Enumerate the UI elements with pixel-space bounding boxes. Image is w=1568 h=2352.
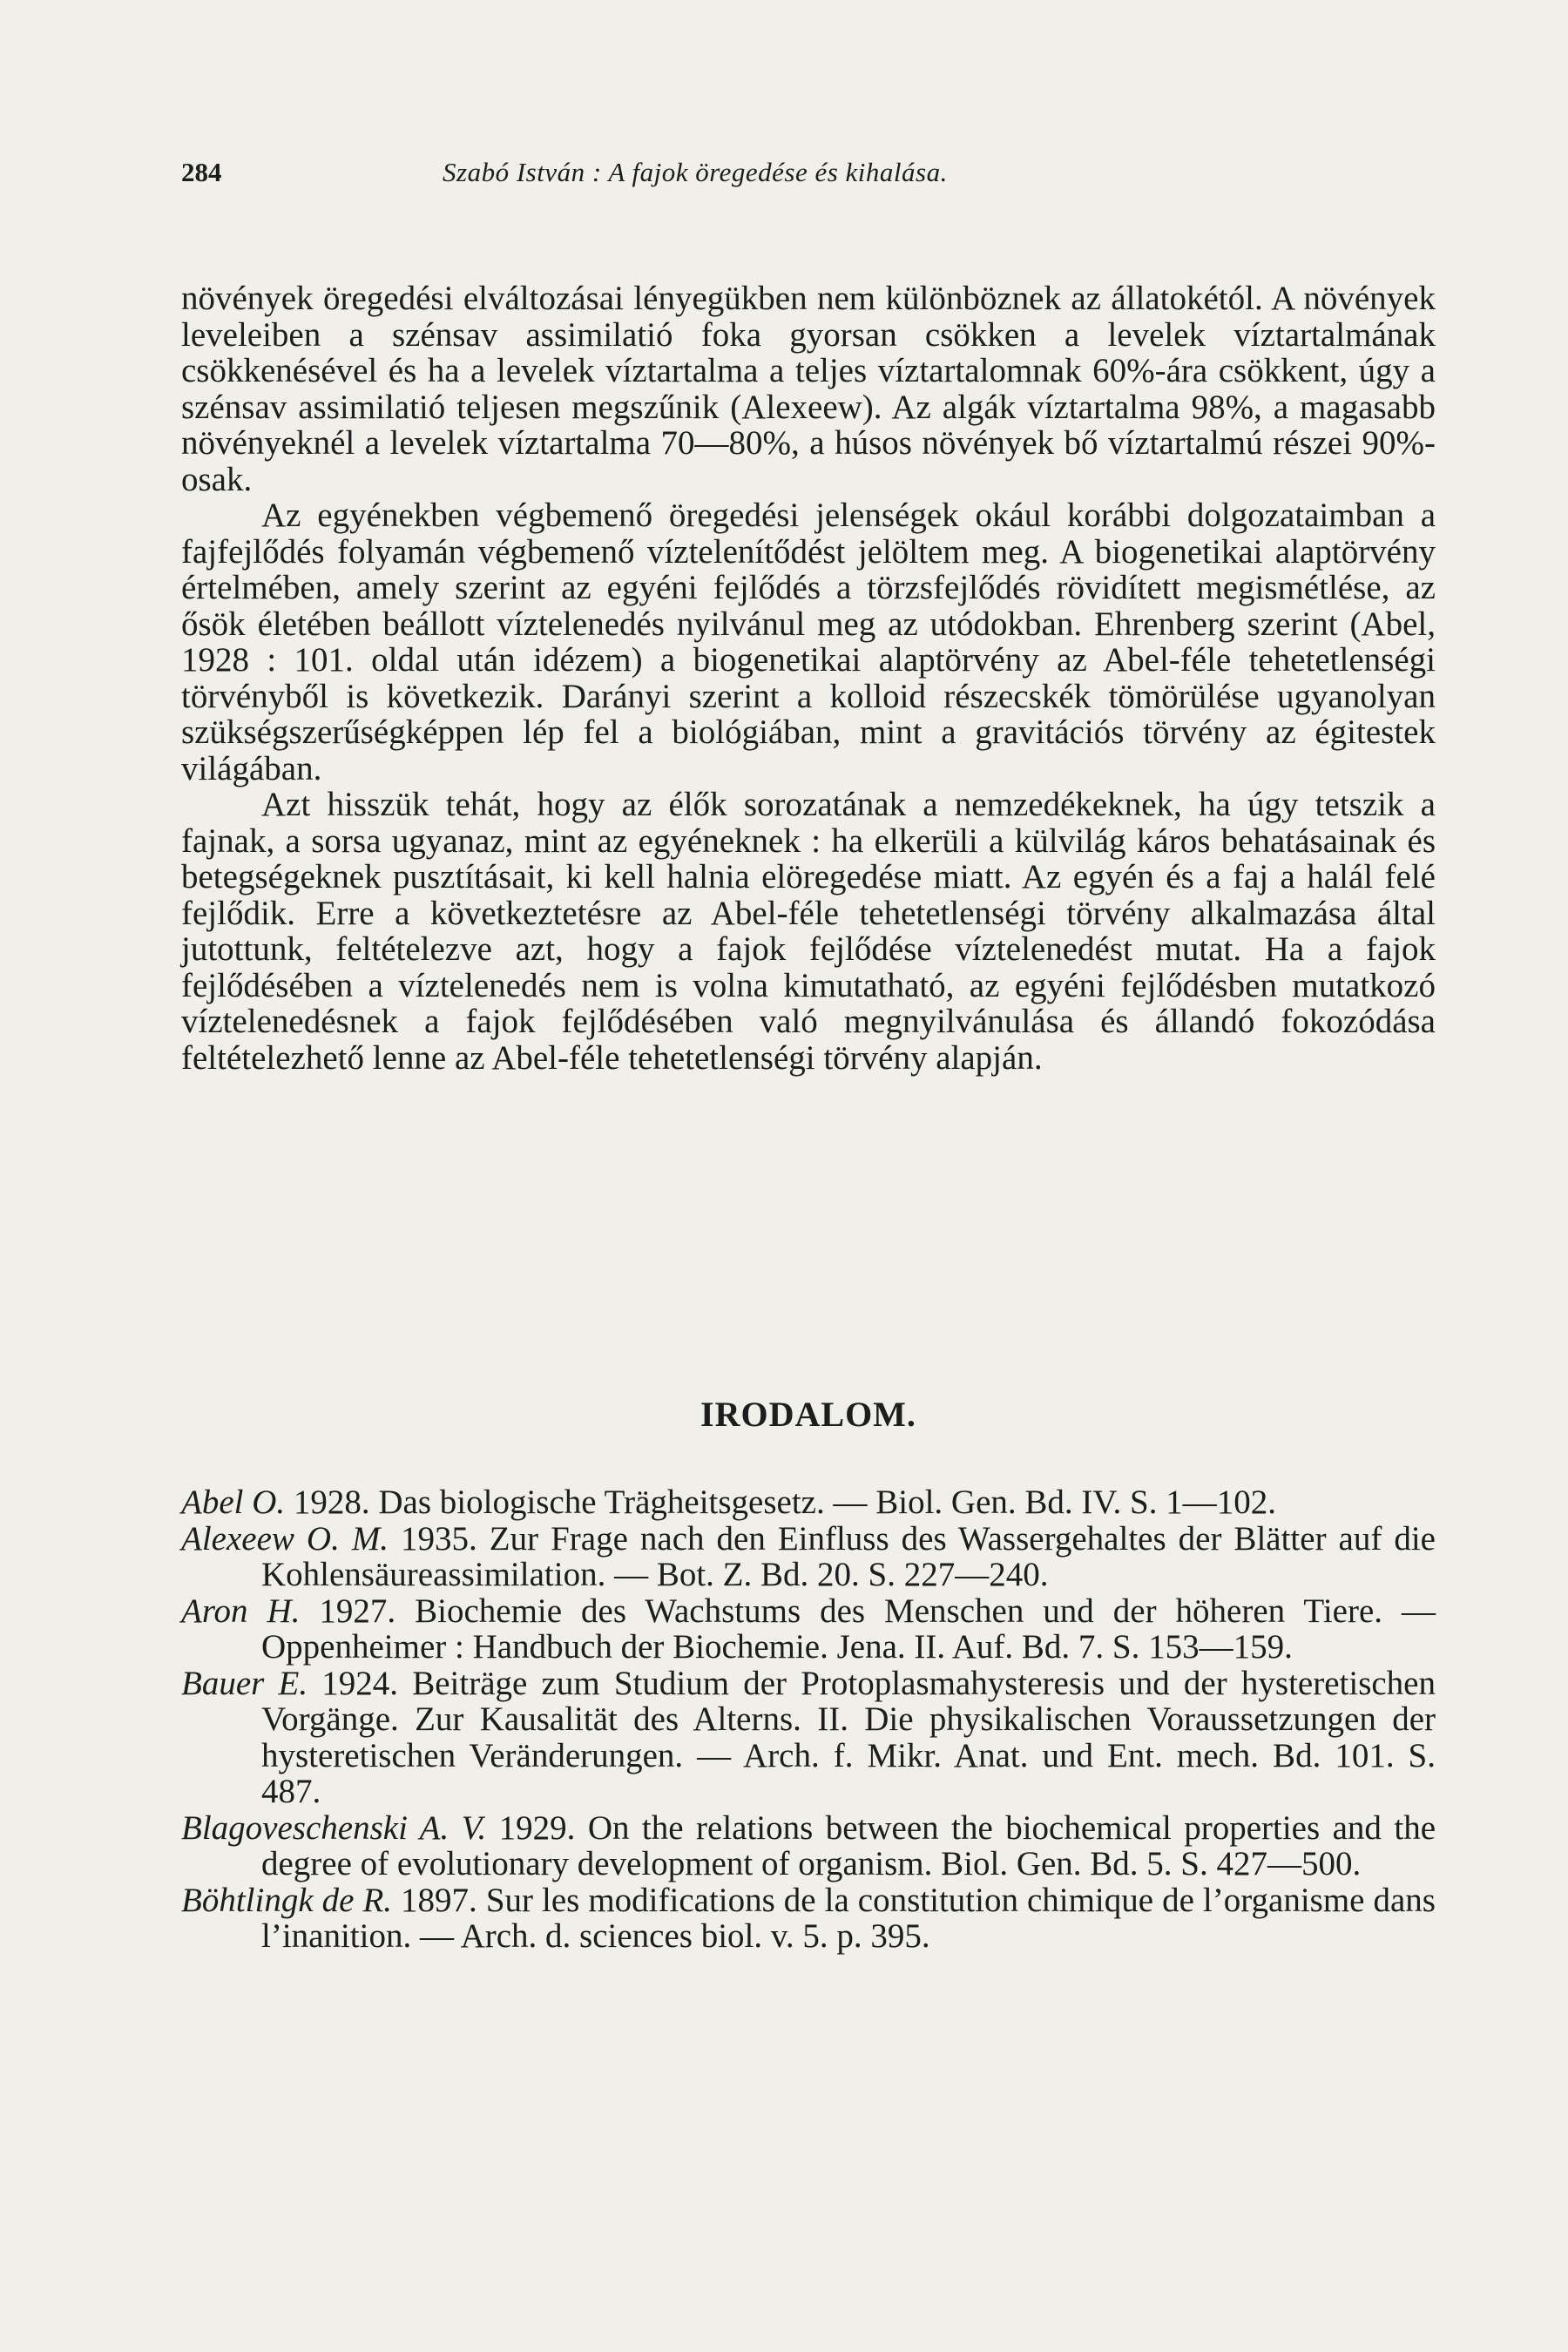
paragraph: Azt hisszük tehát, hogy az élők sorozatának a nemzedékeknek, ha úgy tetszik a fajnak, a sorsa ugyanaz, mint az egyéneknek : ha elkerüli a külvilág káros behatásainak és betegségeknek pusztításait, ki kell halnia elöregedése miatt. Az egyén és a faj a halál felé fejlődik. Erre a következtetésre az Abel-féle tehetetlenségi törvény alkalmazása által jutottunk, feltételezve azt, hogy a fajok fejlődése víztelenedést mutat. Ha a fajok fejlődésében a víztelenedés nem is volna kimutatható, az egyéni fejlődésben mutatkozó víztelenedésnek a fajok fejlődésében való megnyilvánulása és állandó fokozódása feltételezhető lenne az Abel-féle tehetetlenségi törvény alapján. [181,786,1436,1077]
reference-item [181,1882,1436,1955]
body-text [181,280,1436,1076]
running-title: Szabó István : A fajok öregedése és kihalása. [443,157,948,187]
page-number: 284 [181,157,222,187]
page-header [181,157,1436,200]
reference-item [181,1810,1436,1882]
reference-author: Blagoveschenski A. V. [181,1808,487,1847]
paragraph: Az egyénekben végbemenő öregedési jelenségek okául korábbi dolgozataimban a fajfejlődés folyamán végbemenő víztelenítődést jelöltem meg. A biogenetikai alaptörvény értelmében, amely szerint az egyéni fejlődés a törzsfejlődés rövidített megismétlése, az ősök életében beállott víztelenedés nyilvánul meg az utódokban. Ehrenberg szerint (Abel, 1928 : 101. oldal után idézem) a biogenetikai alaptörvény az Abel-féle tehetetlenségi törvényből is következik. Darányi szerint a kolloid részecskék tömörülése ugyanolyan szükségszerűségképpen lép fel a biológiában, mint a gravitációs törvény az égitestek világában. [181,497,1436,787]
reference-text: 1897. Sur les modifications de la constitution chimique de l’organisme dans l’inanition. — Arch. d. sciences biol. v. 5. p. 395. [261,1881,1436,1955]
reference-item [181,1666,1436,1810]
reference-list [181,1484,1436,1955]
reference-author: Alexeew O. M. [181,1519,389,1558]
reference-text: 1924. Beiträge zum Studium der Protoplasmahysteresis und der hysteretischen Vorgänge. Zur Kausalität des Alterns. II. Die physikalischen Voraussetzungen der hysteretischen Veränderungen. — Arch. f. Mikr. Anat. und Ent. mech. Bd. 101. S. 487. [261,1664,1436,1810]
reference-author: Aron H. [181,1592,301,1630]
reference-author: Abel O. [181,1484,286,1521]
reference-item [181,1593,1436,1666]
reference-text: 1928. Das biologische Trägheitsgesetz. — Biol. Gen. Bd. IV. S. 1—102. [285,1484,1276,1521]
reference-item [181,1521,1436,1593]
reference-author: Böhtlingk de R. [181,1881,393,1919]
reference-text: 1935. Zur Frage nach den Einfluss des Wassergehaltes der Blätter auf die Kohlensäureassimilation. — Bot. Z. Bd. 20. S. 227—240. [261,1519,1436,1593]
paragraph: növények öregedési elváltozásai lényegükben nem különböznek az állatokétól. A növények leveleiben a szénsav assimilatió foka gyorsan csökken a levelek víztartalmának csökkenésével és ha a levelek víztartalma a teljes víztartalomnak 60%-ára csökkent, úgy a szénsav assimilatió teljesen megszűnik (Alexeew). Az algák víztartalma 98%, a magasabb növényeknél a levelek víztartalma 70—80%, a húsos növények bő víztartalmú részei 90%-osak. [181,280,1436,498]
reference-text: 1929. On the relations between the biochemical properties and the degree of evolutionary development of organism. Biol. Gen. Bd. 5. S. 427—500. [261,1808,1436,1882]
reference-item [181,1484,1436,1521]
reference-text: 1927. Biochemie des Wachstums des Menschen und der höheren Tiere. — Oppenheimer : Handbuch der Biochemie. Jena. II. Auf. Bd. 7. S. 153—159. [261,1592,1436,1666]
section-title: IRODALOM. [700,1395,916,1434]
reference-author: Bauer E. [181,1664,308,1702]
